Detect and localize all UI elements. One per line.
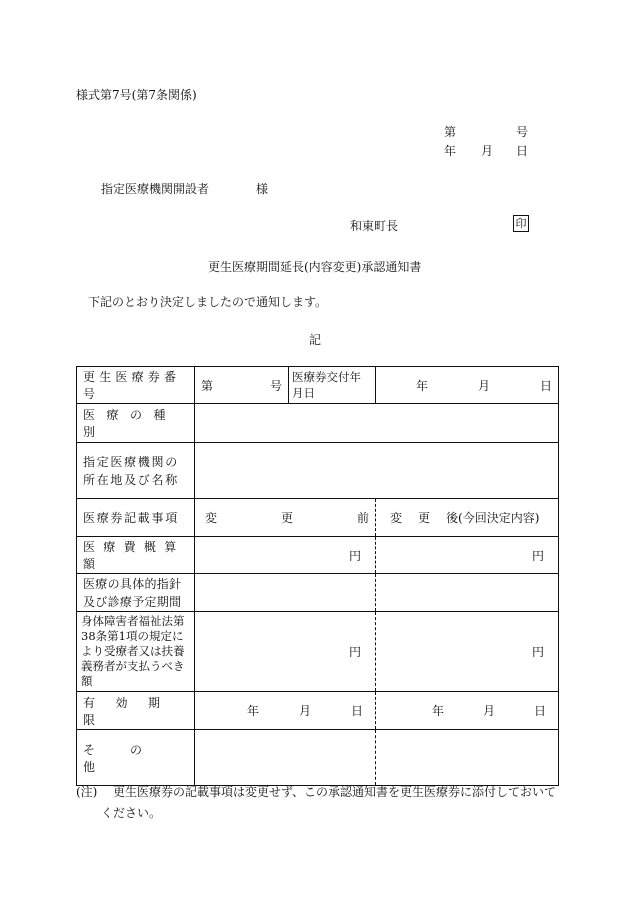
treatment-plan-label-line1: 医療の具体的指針 xyxy=(83,576,182,591)
ticket-dai: 第 xyxy=(201,378,214,393)
payment-before-yen: 円 xyxy=(348,645,361,659)
cell-institution-label xyxy=(77,443,195,499)
issue-month: 月 xyxy=(477,378,490,393)
cell-payment-after xyxy=(376,612,559,692)
document-title: 更生医療期間延長(内容変更)承認通知書 xyxy=(208,260,422,274)
note-line2: ください。 xyxy=(101,806,162,820)
cell-other-before xyxy=(195,730,376,786)
seal-mark: 印 xyxy=(513,215,529,232)
cell-issue-date-label xyxy=(289,367,376,404)
form-number: 様式第7号(第7条関係) xyxy=(76,88,197,102)
row-ticket-number xyxy=(77,367,559,404)
valid-after-year: 年 xyxy=(432,704,445,718)
ticket-number-label xyxy=(83,368,188,402)
cell-cost-estimate-label xyxy=(77,537,195,574)
row-valid-period xyxy=(77,692,559,730)
cell-cost-before xyxy=(195,537,376,574)
cell-medical-type-label xyxy=(77,404,195,443)
date-year: 年 xyxy=(444,144,457,158)
date-month: 月 xyxy=(481,144,494,158)
ticket-go: 号 xyxy=(269,378,282,393)
cell-before-change-header xyxy=(195,499,376,537)
cell-treatment-plan-before xyxy=(195,574,376,612)
before-change-1: 変 xyxy=(205,511,218,525)
cell-payment-before xyxy=(195,612,376,692)
after-change-1: 変 xyxy=(390,511,403,525)
row-medical-type xyxy=(77,404,559,443)
treatment-plan-label-line2: 及び診療予定期間 xyxy=(83,594,182,609)
intro-text: 下記のとおり決定しましたので通知します。 xyxy=(88,295,328,309)
row-ticket-entries xyxy=(77,499,559,537)
cell-ticket-entries-label xyxy=(77,499,195,537)
payment-label-line5: 額 xyxy=(81,674,93,688)
valid-after-day: 日 xyxy=(533,704,546,718)
cell-cost-after xyxy=(376,537,559,574)
cell-medical-type-value xyxy=(195,404,559,443)
cell-institution-value xyxy=(195,443,559,499)
ticket-number-label-text: 更生医療券番号 xyxy=(83,370,181,401)
issue-year: 年 xyxy=(416,378,429,393)
cell-payment-amount-label xyxy=(77,612,195,692)
note-prefix: (注) xyxy=(76,785,98,799)
institution-label-line2: 所在地及び名称 xyxy=(83,472,179,487)
cost-after-yen: 円 xyxy=(531,548,544,563)
issuer-name: 和東町長 xyxy=(350,219,399,233)
after-change-3: 後(今回決定内容) xyxy=(446,511,540,525)
ticket-entries-label: 医療券記載事項 xyxy=(83,511,179,525)
medical-type-label: 医療の種別 xyxy=(83,408,178,439)
cost-estimate-label: 医療費概算額 xyxy=(83,540,185,571)
addressee-label: 指定医療機関開設者 xyxy=(101,182,210,196)
ki-heading: 記 xyxy=(309,333,322,347)
issue-date-label: 医療券交付年月日 xyxy=(292,370,361,400)
valid-before-day: 日 xyxy=(350,704,363,718)
cell-treatment-plan-after xyxy=(376,574,559,612)
form-table xyxy=(76,366,559,786)
cell-other-after xyxy=(376,730,559,786)
valid-after-month: 月 xyxy=(482,704,495,718)
payment-label-line4: 義務者が支払うべき xyxy=(81,659,185,673)
payment-label-line3: より受療者又は扶養 xyxy=(81,644,185,658)
institution-label-line1: 指定医療機関の xyxy=(83,454,179,469)
cell-valid-after xyxy=(376,692,559,730)
date-day: 日 xyxy=(516,144,529,158)
cell-valid-before xyxy=(195,692,376,730)
row-payment-amount xyxy=(77,612,559,692)
row-other xyxy=(77,730,559,786)
cell-treatment-plan-label xyxy=(77,574,195,612)
other-label: その他 xyxy=(83,742,178,774)
note-line1: 更生医療券の記載事項は変更せず、この承認通知書を更生医療券に添付しておいて xyxy=(113,785,557,799)
payment-label-line2: 38条第1項の規定に xyxy=(81,629,184,643)
cell-valid-period-label xyxy=(77,692,195,730)
before-change-3: 前 xyxy=(356,511,369,525)
issue-day: 日 xyxy=(539,378,552,393)
cell-ticket-number-label xyxy=(77,367,195,404)
cell-after-change-header xyxy=(376,499,559,537)
cell-ticket-number-value xyxy=(195,367,289,404)
valid-period-label: 有効期限 xyxy=(83,695,181,727)
row-institution xyxy=(77,443,559,499)
before-change-2: 更 xyxy=(280,511,293,525)
cell-issue-date-value xyxy=(376,367,559,404)
payment-label-line1: 身体障害者福祉法第 xyxy=(81,614,185,628)
seal-stamp xyxy=(513,215,529,232)
valid-before-year: 年 xyxy=(247,704,260,718)
payment-after-yen: 円 xyxy=(531,645,544,659)
doc-number-dai: 第 xyxy=(444,125,457,139)
addressee-honorific: 様 xyxy=(256,182,269,196)
cell-other-label xyxy=(77,730,195,786)
valid-before-month: 月 xyxy=(298,704,311,718)
row-cost-estimate xyxy=(77,537,559,574)
after-change-2: 更 xyxy=(418,511,431,525)
doc-number-go: 号 xyxy=(516,125,529,139)
cost-before-yen: 円 xyxy=(348,548,361,563)
row-treatment-plan xyxy=(77,574,559,612)
